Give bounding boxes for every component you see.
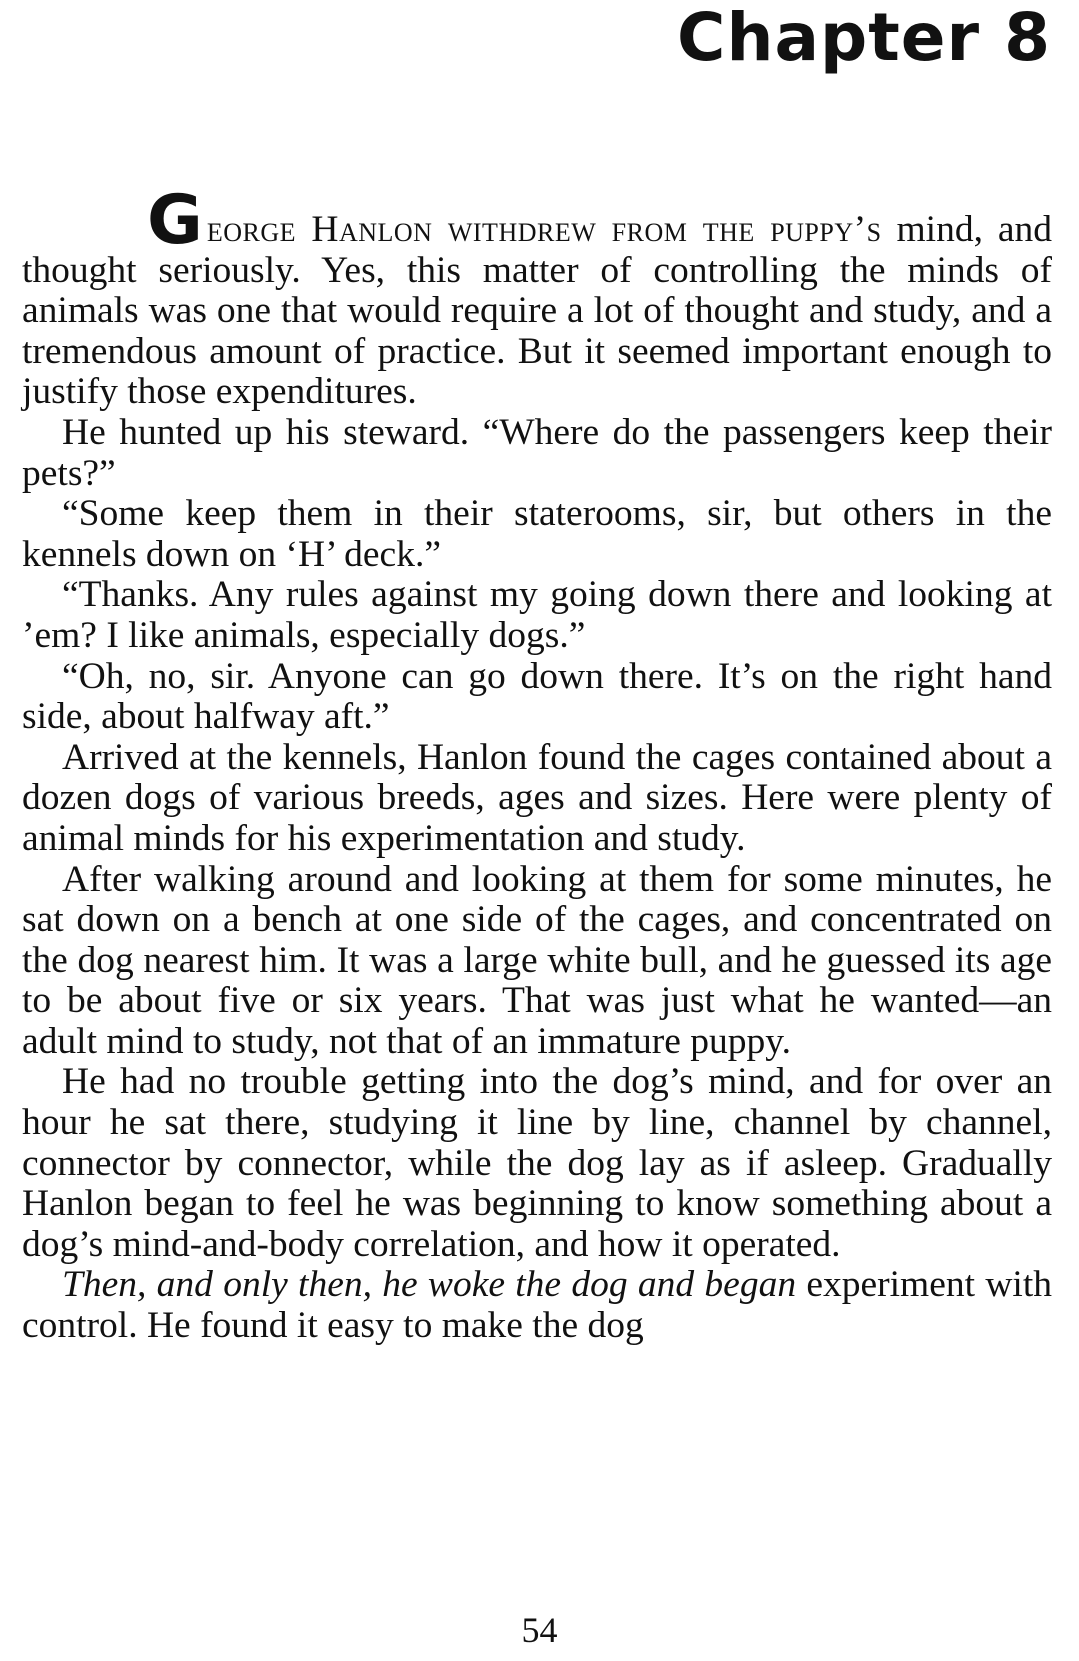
- last-paragraph-text: experiment with control. He found it easy to make the dog: [22, 1264, 1052, 1347]
- opening-small-caps: eorge Hanlon withdrew from the puppy’s: [206, 209, 882, 250]
- paragraph: He had no trouble getting into the dog’s mind, and for over an hour he sat there, studying it line by line, channel by channel, connector by connector, while the dog lay as if asleep. Gradually Hanlon began to feel he was beginning to know something about a dog’s mind-and-body correlation, and how it operated.: [22, 1061, 1052, 1265]
- page-number: 54: [521, 1610, 558, 1650]
- paragraph: Arrived at the kennels, Hanlon found the cages contained about a dozen dogs of various breeds, ages and sizes. Here were plenty of animal minds for his experimentation and study.: [22, 736, 1052, 859]
- opening-paragraph: [22, 181, 1052, 413]
- paragraph: He hunted up his steward. “Where do the passengers keep their pets?”: [22, 411, 1052, 494]
- body-text: [22, 181, 1052, 1347]
- paragraph: After walking around and looking at them for some minutes, he sat down on a bench at one side of the cages, and concentrated on the dog nearest him. It was a large white bull, and he guessed its age to be about five or six years. That was just what he wanted—an adult mind to study, not that of an immature puppy.: [22, 858, 1052, 1062]
- opening-text: mind, and thought seriously. Yes, this matter of controlling the minds of animals was one that would require a lot of thought and study, and a tremendous amount of practice. But it seemed important enough to justify those expenditures.: [22, 209, 1052, 413]
- drop-cap: G: [147, 181, 203, 260]
- paragraph: “Oh, no, sir. Anyone can go down there. It’s on the right hand side, about halfway aft.”: [22, 655, 1052, 738]
- last-paragraph: [22, 1265, 1052, 1346]
- italic-lead: Then, and only then, he woke the dog and began: [62, 1264, 797, 1306]
- chapter-heading: Chapter 8: [677, 0, 1051, 76]
- paragraph: “Thanks. Any rules against my going down there and looking at ’em? I like animals, especially dogs.”: [22, 574, 1052, 656]
- paragraph: “Some keep them in their staterooms, sir, but others in the kennels down on ‘H’ deck.”: [22, 493, 1052, 575]
